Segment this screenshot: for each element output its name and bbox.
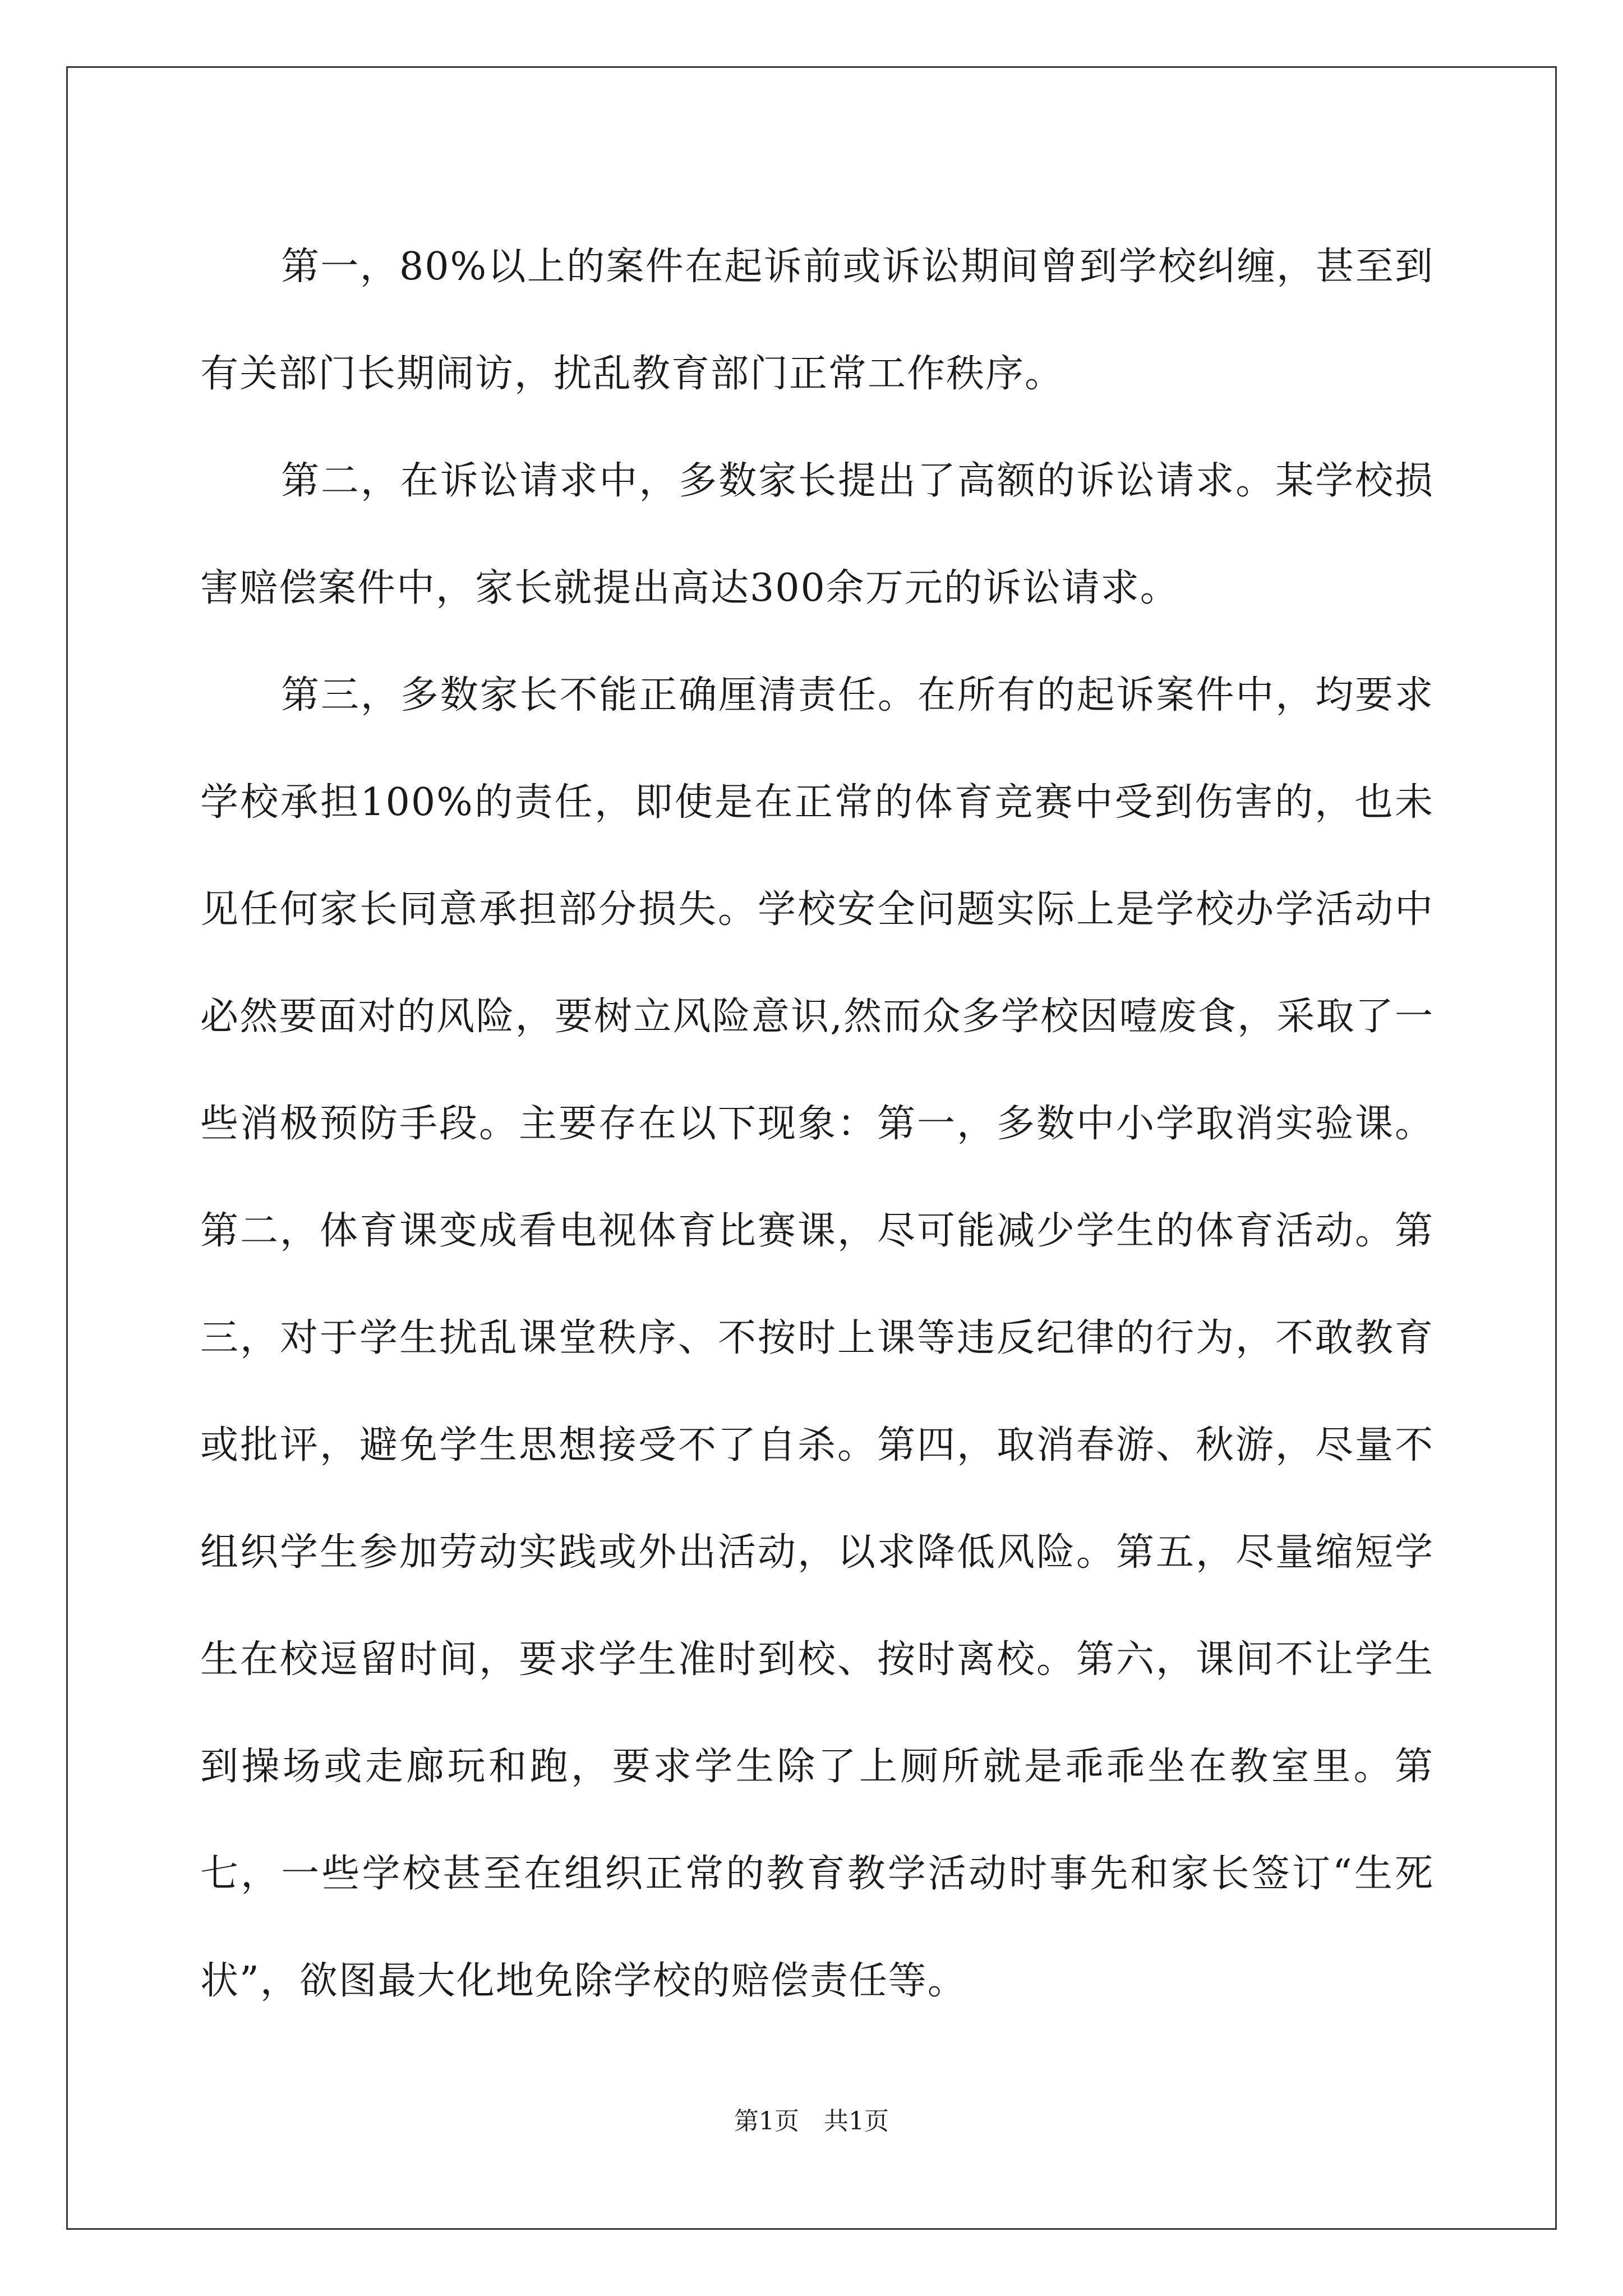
paragraph-2: 第二，在诉讼请求中，多数家长提出了高额的诉讼请求。某学校损害赔偿案件中，家长就提出高达300余万元的诉讼请求。 (200, 459, 1434, 610)
page-footer: 第1页 共1页 (734, 2107, 889, 2136)
paragraph-3: 第三，多数家长不能正确厘清责任。在所有的起诉案件中，均要求学校承担100%的责任，即使是在正常的体育竞赛中受到伤害的，也未见任何家长同意承担部分损失。学校安全问题实际上是学校办学活动中必然要面对的风险，要树立风险意识,然而众多学校因噎废食，采取了一些消极预防手段。主要存在以下现象：第一，多数中小学取消实验课。第二，体育课变成看电视体育比赛课，尽可能减少学生的体育活动。第三，对于学生扰乱课堂秩序、不按时上课等违反纪律的行为，不敢教育或批评，避免学生思想接受不了自杀。第四，取消春游、秋游，尽量不组织学生参加劳动实践或外出活动，以求降低风险。第五，尽量缩短学生在校逗留时间，要求学生准时到校、按时离校。第六，课间不让学生到操场或走廊玩和跑，要求学生除了上厕所就是乖乖坐在教室里。第七，一些学校甚至在组织正常的教育教学活动时事先和家长签订“生死状”，欲图最大化地免除学校的赔偿责任等。 (200, 673, 1434, 2003)
document-body (200, 213, 1434, 2035)
paragraph-1: 第一，80%以上的案件在起诉前或诉讼期间曾到学校纠缠，甚至到有关部门长期闹访，扰乱教育部门正常工作秩序。 (200, 245, 1434, 396)
